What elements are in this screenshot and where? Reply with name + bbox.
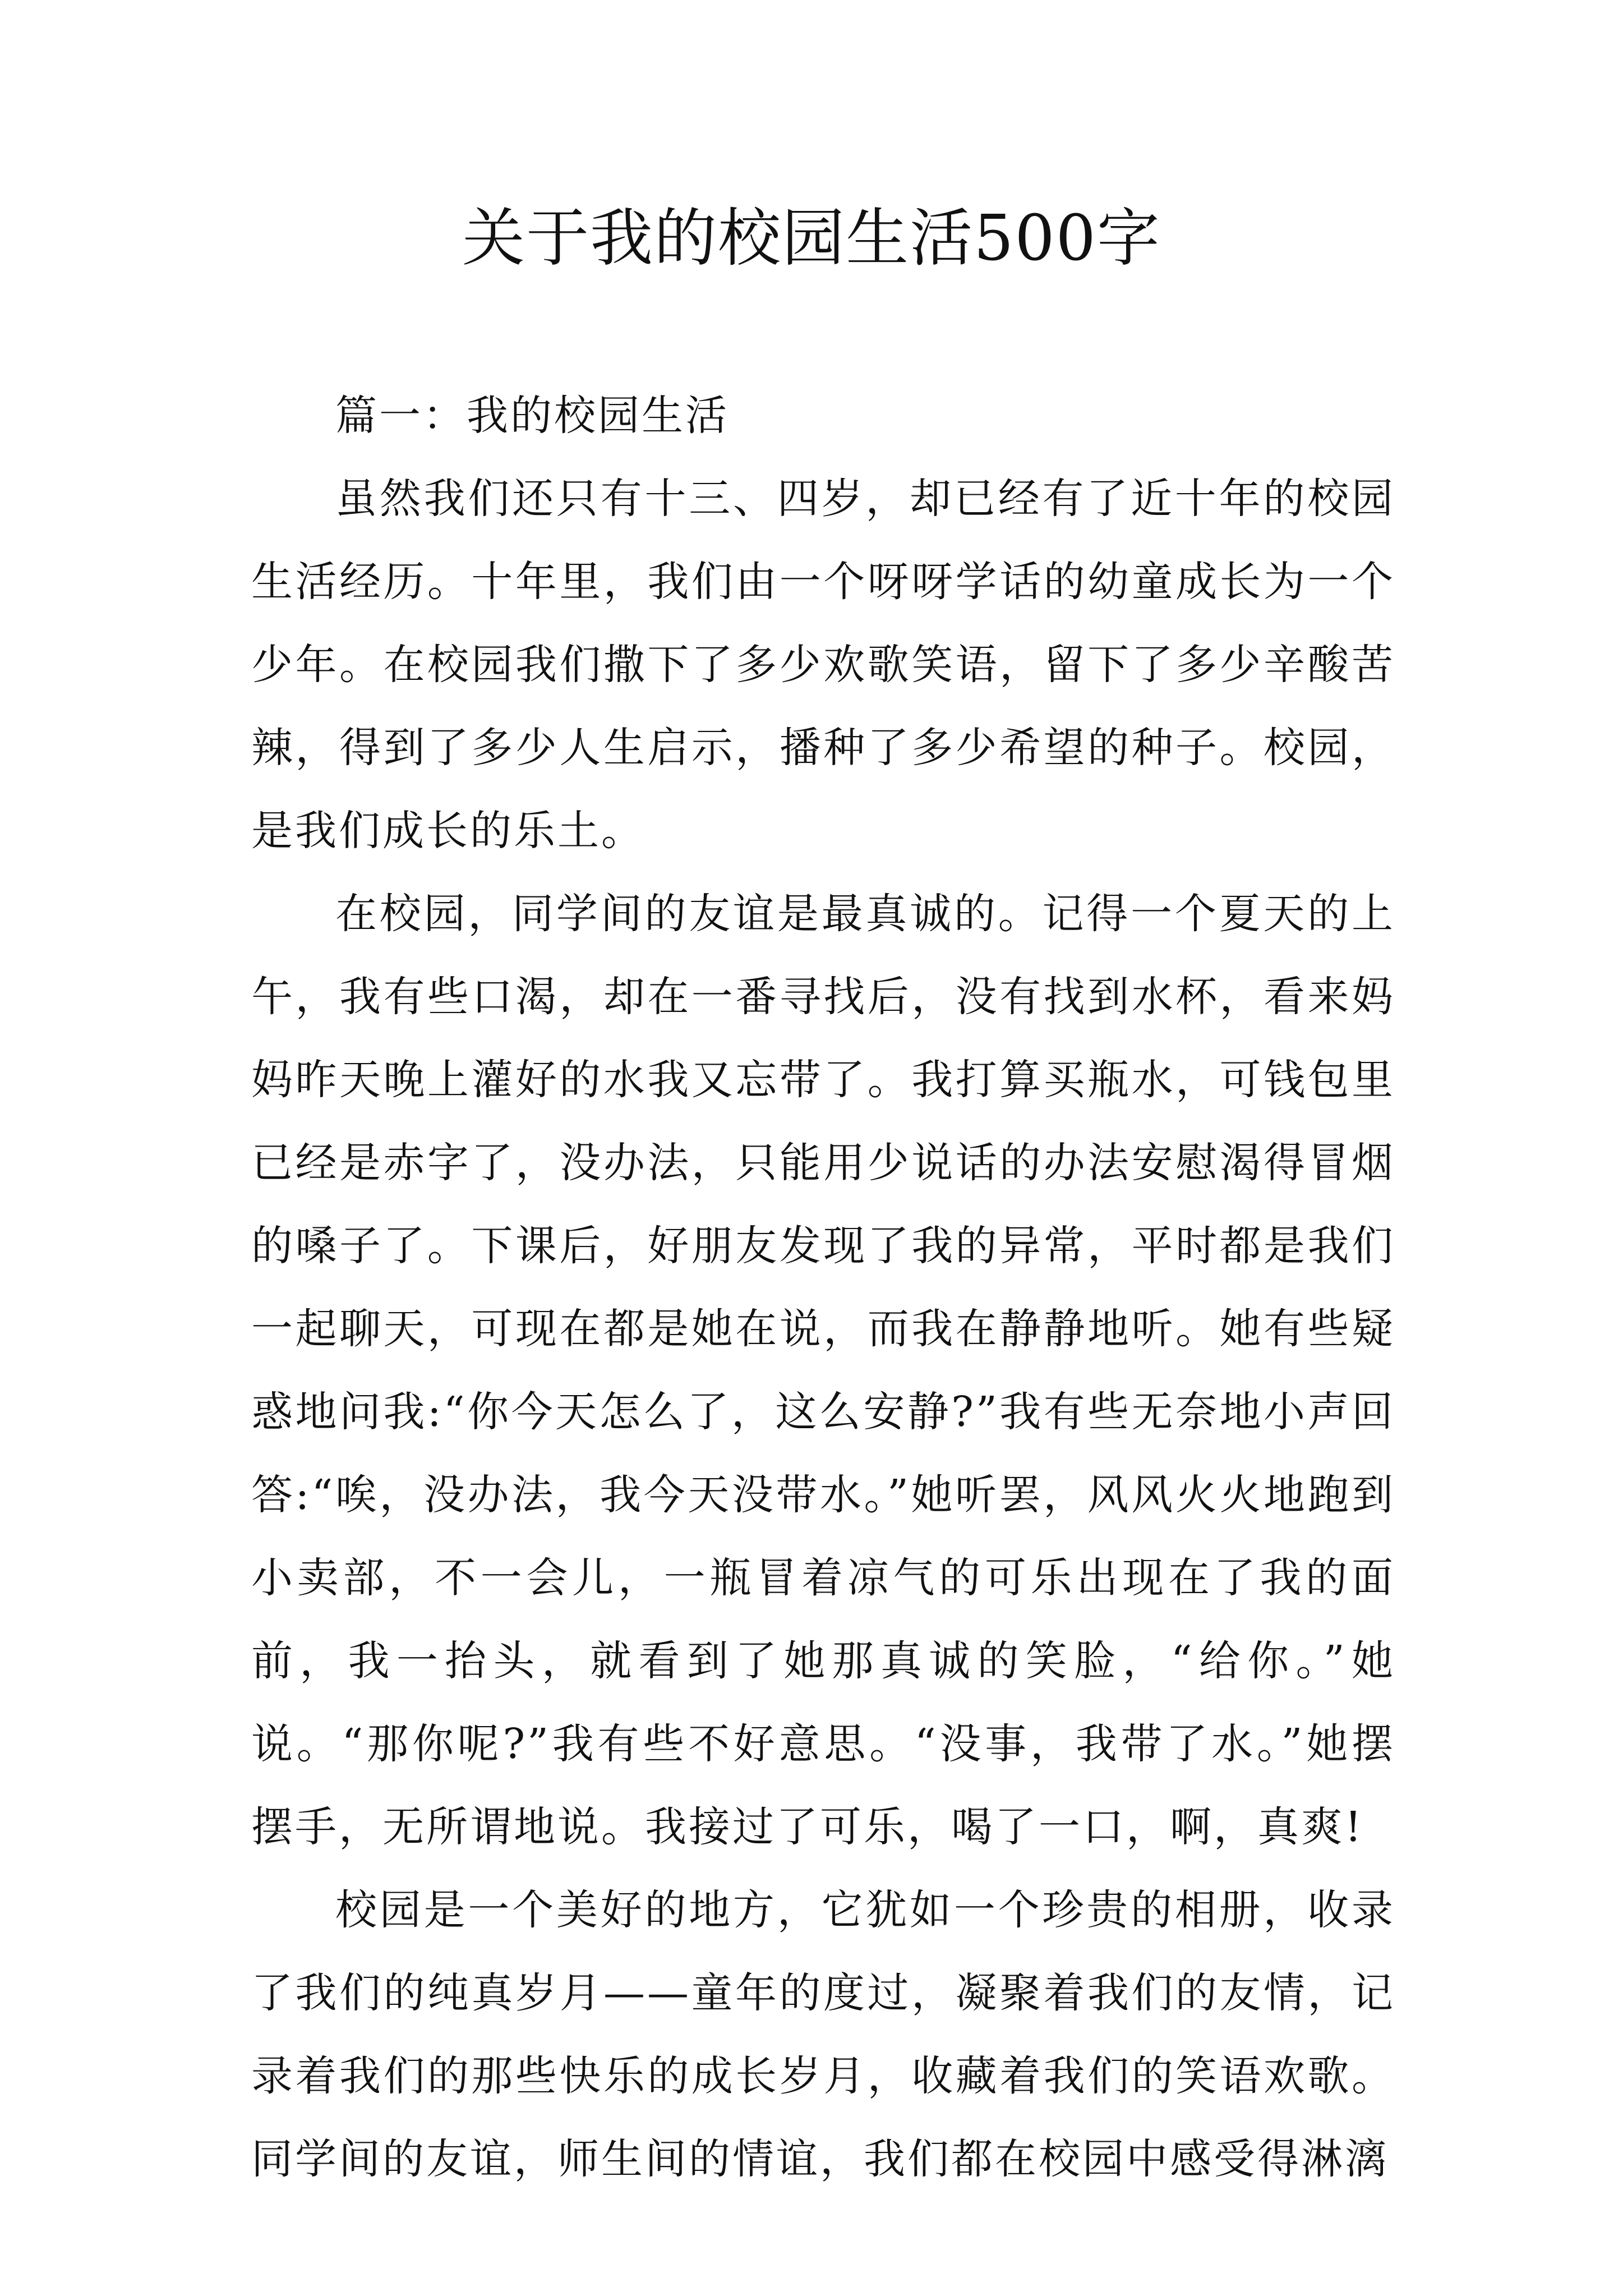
document-title: 关于我的校园生活500字 <box>462 202 1161 275</box>
section-heading: 篇一：我的校园生活 <box>335 392 729 440</box>
paragraph-3: 校园是一个美好的地方，它犹如一个珍贵的相册，收录了我们的纯真岁月——童年的度过，凝聚着我们的友情，记录着我们的那些快乐的成长岁月，收藏着我们的笑语欢歌。同学间的友谊，师生间的情谊，我们都在校园中感受得淋漓 <box>251 1886 1395 2183</box>
paragraph-1: 虽然我们还只有十三、四岁，却已经有了近十年的校园生活经历。十年里，我们由一个呀呀学话的幼童成长为一个少年。在校园我们撒下了多少欢歌笑语，留下了多少辛酸苦辣，得到了多少人生启示，播种了多少希望的种子。校园，是我们成长的乐土。 <box>251 475 1395 855</box>
paragraph-2: 在校园，同学间的友谊是最真诚的。记得一个夏天的上午，我有些口渴，却在一番寻找后，没有找到水杯，看来妈妈昨天晚上灌好的水我又忘带了。我打算买瓶水，可钱包里已经是赤字了，没办法，只能用少说话的办法安慰渴得冒烟的嗓子了。下课后，好朋友发现了我的异常，平时都是我们一起聊天，可现在都是她在说，而我在静静地听。她有些疑惑地问我:“你今天怎么了，这么安静?”我有些无奈地小声回答:“唉，没办法，我今天没带水。”她听罢，风风火火地跑到小卖部，不一会儿，一瓶冒着凉气的可乐出现在了我的面前，我一抬头，就看到了她那真诚的笑脸，“给你。”她说。“那你呢?”我有些不好意思。“没事，我带了水。”她摆摆手，无所谓地说。我接过了可乐，喝了一口，啊，真爽! <box>251 890 1395 1851</box>
document-body <box>251 374 1395 2201</box>
